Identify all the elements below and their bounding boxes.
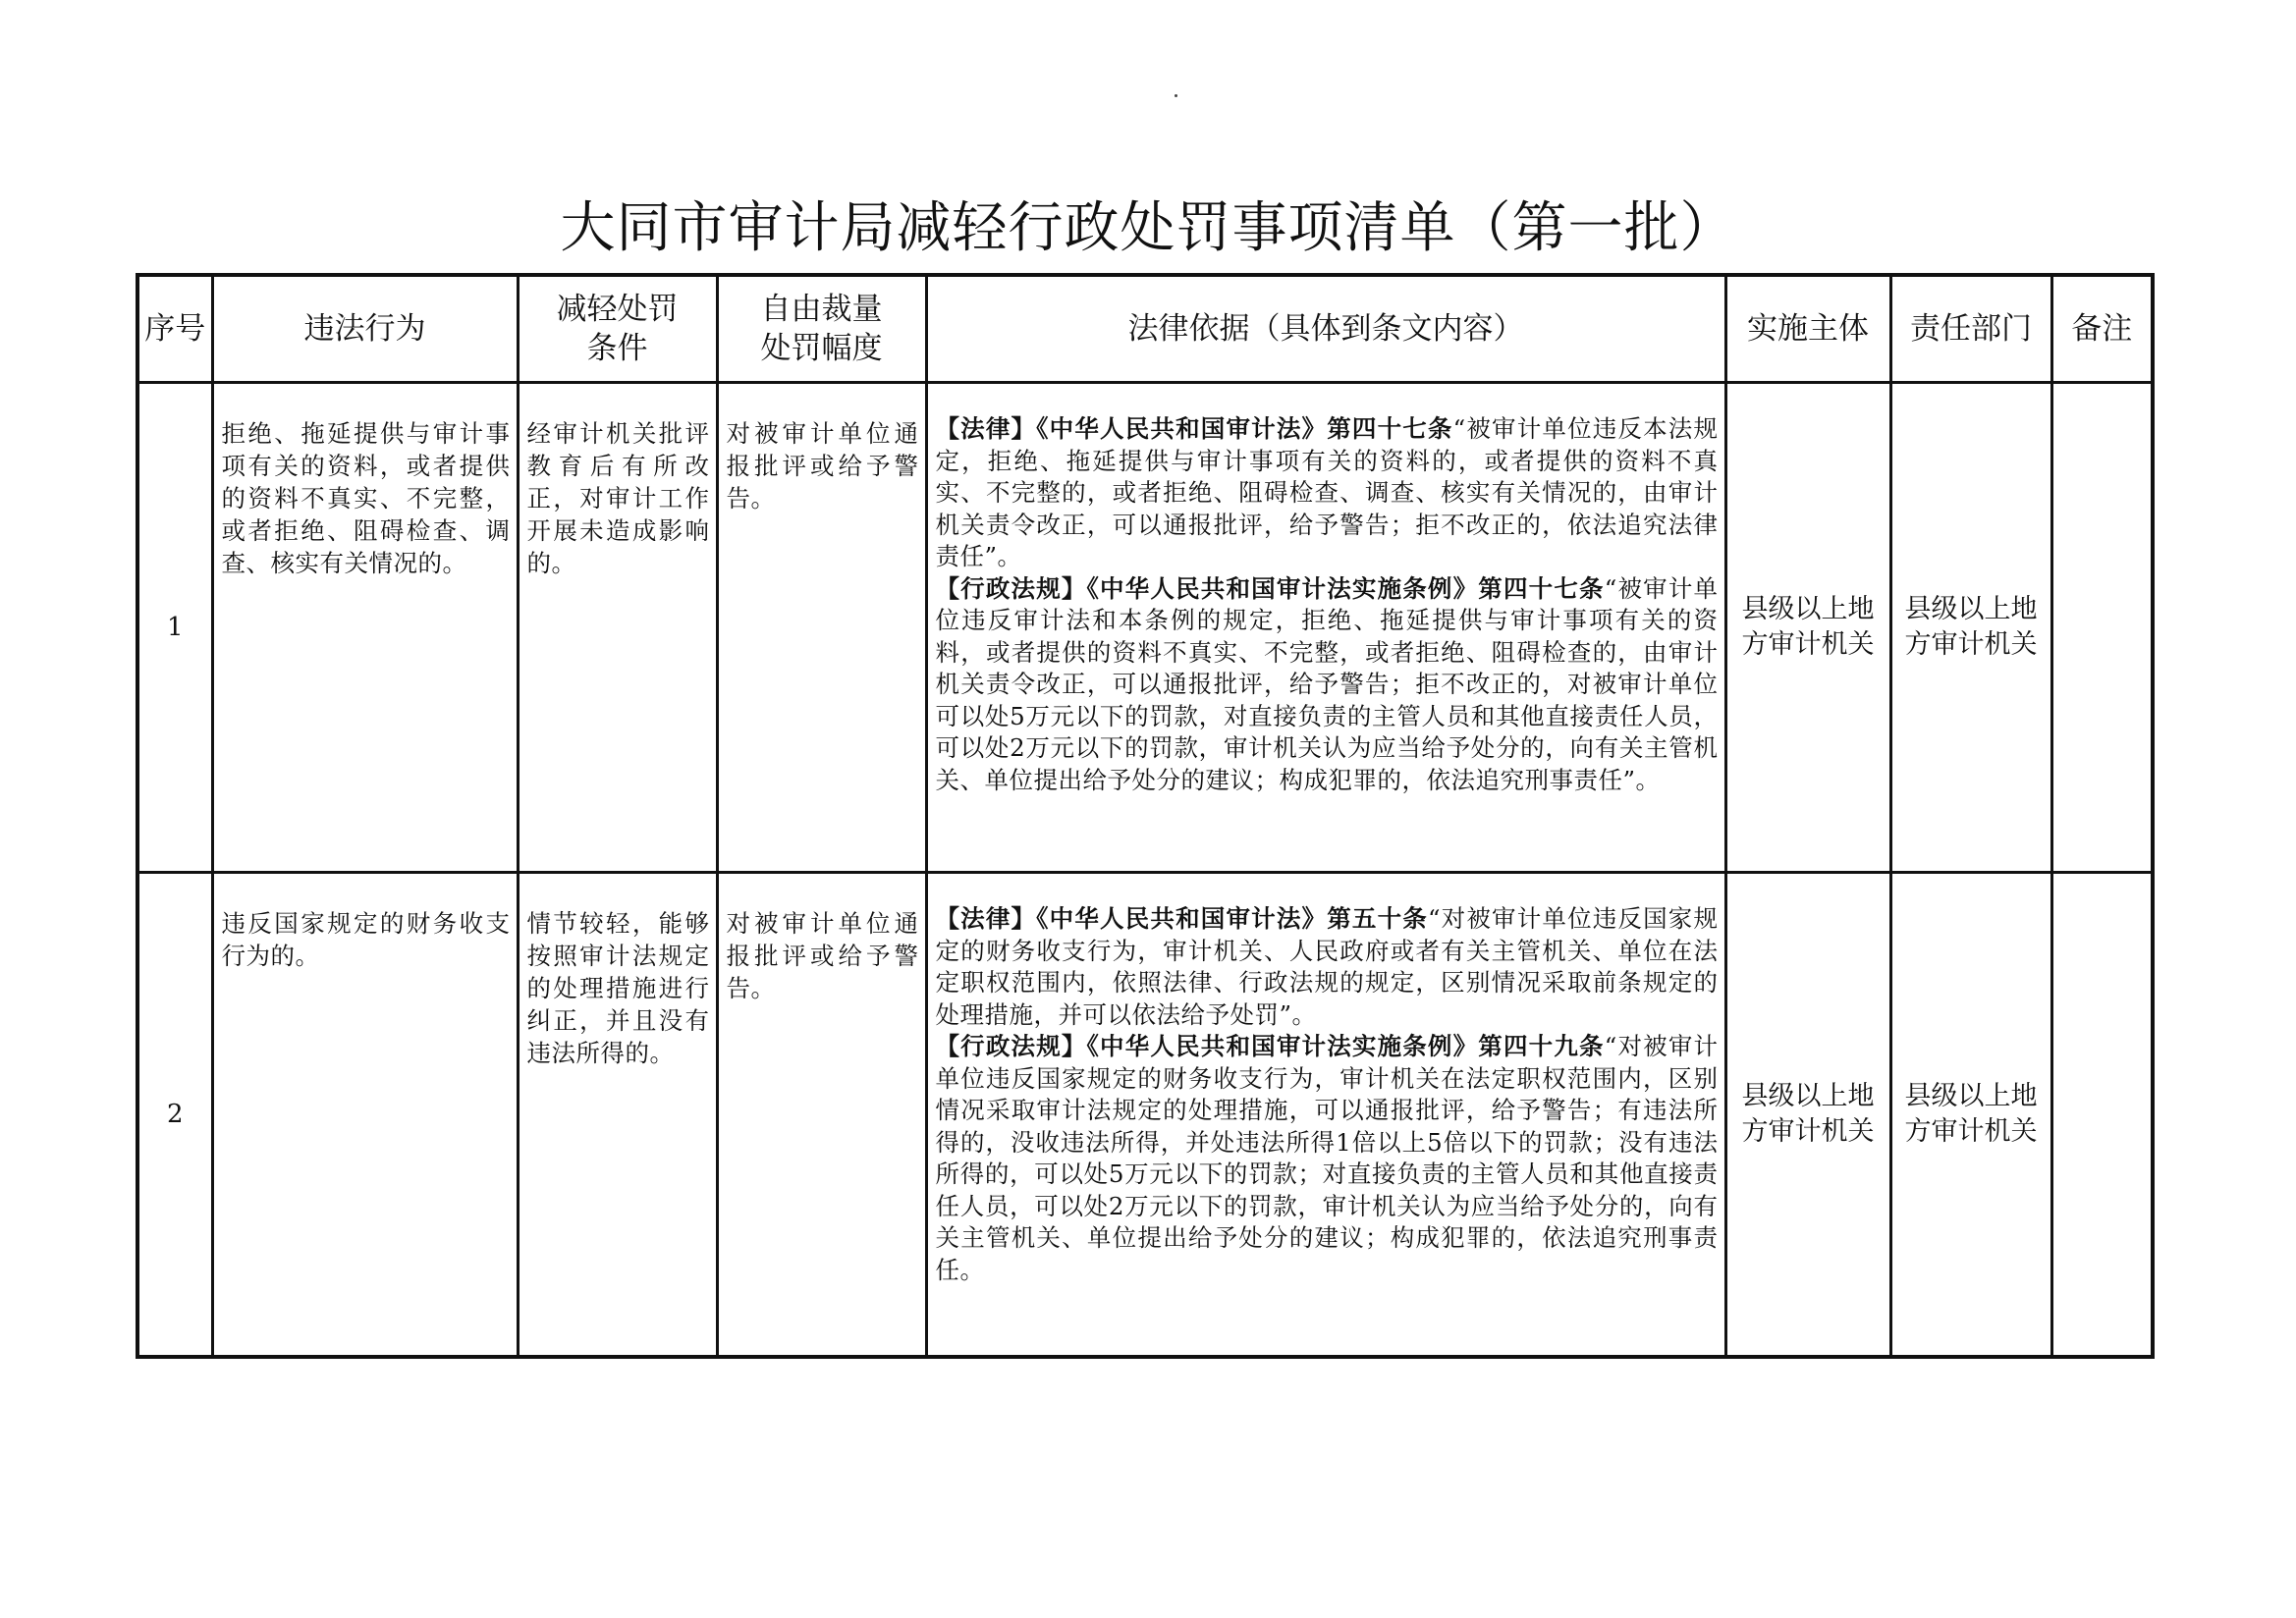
basis-law-text: “对被审计单位违反国家规定的财务收支行为，审计机关、人民政府或者有关主管机关、单位在法定职权范围内，依照法律、行政法规的规定，区别情况采取前条规定的处理措施，并可以依法给予处罚”。 bbox=[935, 904, 1719, 1029]
header-discretion-line2: 处罚幅度 bbox=[760, 331, 883, 366]
row-department-cell bbox=[1890, 873, 2051, 1358]
header-violation: 违法行为 bbox=[212, 275, 518, 383]
row-remarks-cell bbox=[2051, 383, 2153, 873]
row-department: 县级以上地方审计机关 bbox=[1904, 594, 2038, 660]
basis-law bbox=[936, 903, 1719, 1031]
header-implementer: 实施主体 bbox=[1725, 275, 1890, 383]
basis-law-tag: 【法律】《中华人民共和国审计法》第四十七条 bbox=[935, 414, 1453, 443]
row-conditions: 经审计机关批评教育后有所改正，对审计工作开展未造成影响的。 bbox=[526, 419, 710, 577]
header-discretion-line1: 自由裁量 bbox=[760, 292, 883, 327]
header-seq: 序号 bbox=[137, 275, 212, 383]
basis-regulation-tag: 【行政法规】《中华人民共和国审计法实施条例》第四十七条 bbox=[935, 573, 1605, 603]
basis-regulation bbox=[936, 573, 1719, 797]
row-department: 县级以上地方审计机关 bbox=[1904, 1081, 2038, 1147]
header-basis: 法律依据（具体到条文内容） bbox=[926, 275, 1725, 383]
basis-regulation-text: “被审计单位违反审计法和本条例的规定，拒绝、拖延提供与审计事项有关的资料，或者提供的资料不真实、不完整，或者拒绝、阻碍检查的，由审计机关责令改正，可以通报批评，给予警告；拒不改正的，对被审计单位可以处5万元以下的罚款，对直接负责的主管人员和其他直接责任人员，可以处2万元以下的罚款，审计机关认为应当给予处分的，向有关主管机关、单位提出给予处分的建议；构成犯罪的，依法追究刑事责任”。 bbox=[935, 573, 1719, 794]
header-row bbox=[137, 275, 2153, 383]
basis-law-text: “被审计单位违反本法规定，拒绝、拖延提供与审计事项有关的资料的，或者提供的资料不真实、不完整的，或者拒绝、阻碍检查、调查、核实有关情况的，由审计机关责令改正，可以通报批评，给予警告；拒不改正的，依法追究法律责任”。 bbox=[935, 414, 1719, 570]
row-discretion-cell bbox=[717, 383, 926, 873]
row-violation: 违反国家规定的财务收支行为的。 bbox=[221, 909, 511, 970]
basis-regulation-text: “对被审计单位违反国家规定的财务收支行为，审计机关在法定职权范围内，区别情况采取审计法规定的处理措施，可以通报批评，给予警告；有违法所得的，没收违法所得，并处违法所得1倍以上5倍以下的罚款；没有违法所得的，可以处5万元以下的罚款；对直接负责的主管人员和其他直接责任人员，可以处2万元以下的罚款，审计机关认为应当给予处分的，向有关主管机关、单位提出给予处分的建议；构成犯罪的，依法追究刑事责任。 bbox=[935, 1032, 1719, 1284]
row-basis-cell bbox=[926, 383, 1725, 873]
row-implementer: 县级以上地方审计机关 bbox=[1741, 1081, 1875, 1147]
row-discretion: 对被审计单位通报批评或给予警告。 bbox=[726, 419, 919, 512]
basis-law bbox=[936, 413, 1719, 573]
row-implementer: 县级以上地方审计机关 bbox=[1741, 594, 1875, 660]
row-violation-cell bbox=[212, 873, 518, 1358]
row-implementer-cell bbox=[1725, 873, 1890, 1358]
basis-law-tag: 【法律】《中华人民共和国审计法》第五十条 bbox=[935, 904, 1428, 933]
row-seq: 1 bbox=[166, 613, 184, 642]
row-seq-cell bbox=[137, 873, 212, 1358]
header-department: 责任部门 bbox=[1890, 275, 2051, 383]
row-basis-cell bbox=[926, 873, 1725, 1358]
page-title: 大同市审计局减轻行政处罚事项清单（第一批） bbox=[560, 196, 1736, 260]
header-discretion bbox=[717, 275, 926, 383]
row-remarks-cell bbox=[2051, 873, 2153, 1358]
table-row bbox=[137, 383, 2153, 873]
header-conditions-line2: 条件 bbox=[586, 331, 648, 366]
row-implementer-cell bbox=[1725, 383, 1890, 873]
row-basis bbox=[928, 384, 1724, 802]
row-seq-cell bbox=[137, 383, 212, 873]
row-violation: 拒绝、拖延提供与审计事项有关的资料，或者提供的资料不真实、不完整，或者拒绝、阻碍检查、调查、核实有关情况的。 bbox=[221, 419, 511, 577]
row-conditions: 情节较轻，能够按照审计法规定的处理措施进行纠正，并且没有违法所得的。 bbox=[526, 909, 710, 1067]
basis-regulation-tag: 【行政法规】《中华人民共和国审计法实施条例》第四十九条 bbox=[935, 1032, 1605, 1060]
row-department-cell bbox=[1890, 383, 2051, 873]
row-seq: 2 bbox=[166, 1100, 184, 1129]
scan-speck bbox=[1175, 94, 1177, 97]
header-remarks: 备注 bbox=[2051, 275, 2153, 383]
penalty-list-table bbox=[136, 273, 2155, 1359]
row-basis bbox=[928, 874, 1724, 1292]
row-violation-cell bbox=[212, 383, 518, 873]
row-discretion: 对被审计单位通报批评或给予警告。 bbox=[726, 909, 919, 1002]
row-conditions-cell bbox=[518, 873, 717, 1358]
basis-regulation bbox=[936, 1031, 1719, 1286]
row-conditions-cell bbox=[518, 383, 717, 873]
header-conditions bbox=[518, 275, 717, 383]
row-discretion-cell bbox=[717, 873, 926, 1358]
header-conditions-line1: 减轻处罚 bbox=[556, 292, 679, 327]
table-row bbox=[137, 873, 2153, 1358]
